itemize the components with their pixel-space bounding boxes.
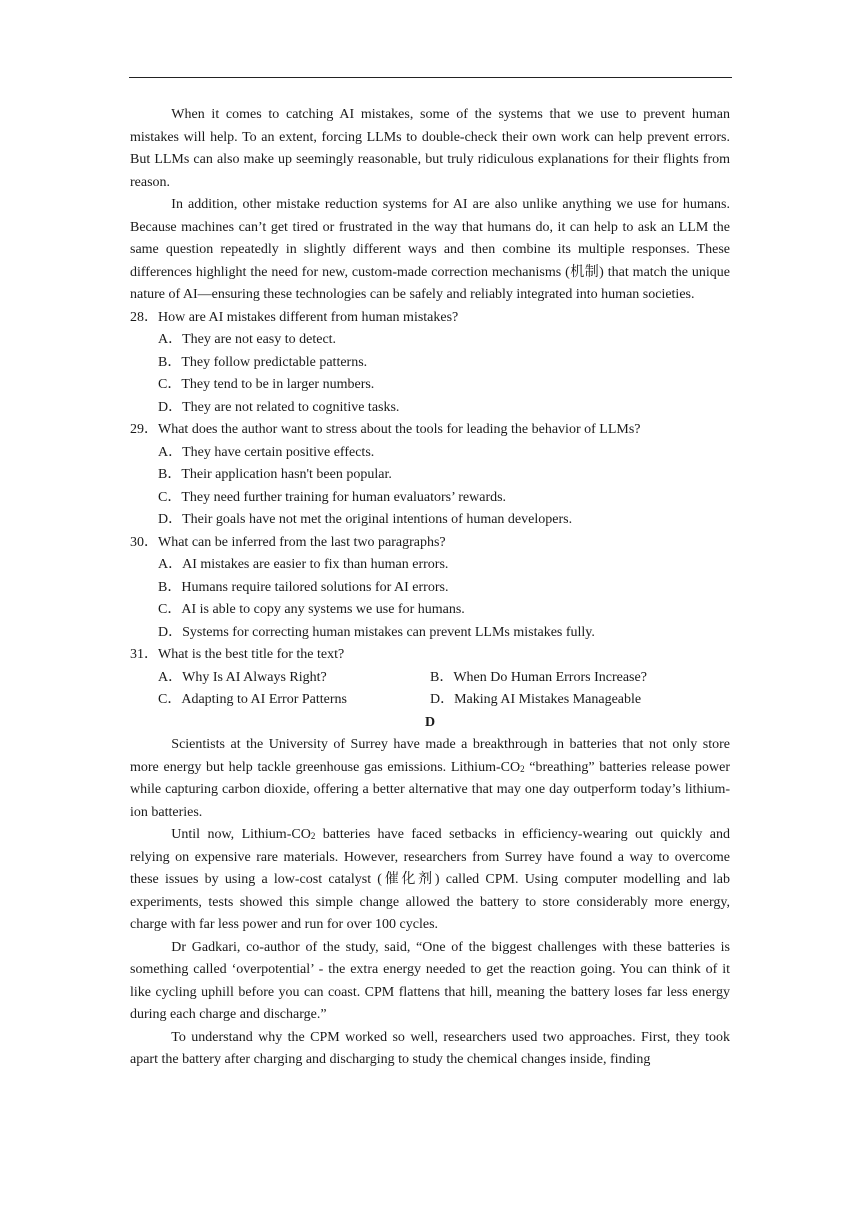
paragraph: When it comes to catching AI mistakes, some of the systems that we use to prevent human mistakes will help. To an extent, forcing LLMs to double-check their own work can help prevent errors. But LLMs can also make up seemingly reasonable, but truly ridiculous explanations for their flights from reason.: [130, 107, 730, 190]
answer-option: A．They are not easy to detect.: [158, 332, 337, 347]
answer-option: C．Adapting to AI Error Patterns: [158, 692, 347, 707]
paragraph: In addition, other mistake reduction systems for AI are also unlike anything we use for humans. Because machines can’t get tired or frustrated in the way that humans do, it can help to ask an LLM the same question repeatedly in slightly different ways and then combine its multiple responses. These differences highlight the need for new, custom-made correction mechanisms (机制) that match the unique nature of AI—ensuring these technologies can be safely and reliably integrated into human societies.: [130, 197, 730, 302]
question-stem: 31．What is the best title for the text?: [130, 647, 345, 662]
answer-option: B．When Do Human Errors Increase?: [430, 669, 647, 685]
header-rule: [129, 77, 732, 78]
answer-option: D．Systems for correcting human mistakes can prevent LLMs mistakes fully.: [158, 624, 595, 640]
answer-option: B．Their application hasn't been popular.: [158, 467, 392, 482]
answer-option: B．They follow predictable patterns.: [158, 354, 368, 370]
subscript: 2: [520, 763, 525, 774]
answer-option: D．Making AI Mistakes Manageable: [430, 692, 642, 707]
paragraph: Dr Gadkari, co-author of the study, said, “One of the biggest challenges with these batteries is something called ‘overpotential’ - the extra energy needed to get the reaction going. You can think of it like cycling uphill before you can coast. CPM flattens that hill, meaning the battery loses far less energy during each charge and discharge.”: [130, 939, 730, 1022]
paragraph: [130, 824, 730, 937]
answer-option: A．AI mistakes are easier to fix than human errors.: [158, 557, 449, 572]
question-stem: 28．How are AI mistakes different from human mistakes?: [130, 309, 459, 325]
document-body: [130, 104, 730, 1072]
answer-option: C．They need further training for human evaluators’ rewards.: [158, 489, 507, 505]
answer-option: C．AI is able to copy any systems we use for humans.: [158, 602, 465, 617]
answer-option: D．They are not related to cognitive tasks.: [158, 399, 400, 415]
text-run: Until now, Lithium-CO: [171, 827, 311, 842]
answer-option: B．Humans require tailored solutions for AI errors.: [158, 579, 449, 595]
subscript: 2: [310, 831, 316, 841]
section-heading: D: [424, 714, 436, 730]
question-stem: 30．What can be inferred from the last two paragraphs?: [130, 534, 446, 550]
question-stem: 29．What does the author want to stress about the tools for leading the behavior of LLMs?: [130, 422, 641, 437]
answer-options-row: [158, 689, 730, 712]
text-run: Scientists at the University of Surrey have made a breakthrough in batteries that not only store more energy but help tackle greenhouse gas emissions. Lithium-CO: [130, 737, 730, 775]
answer-option: D．Their goals have not met the original intentions of human developers.: [158, 512, 573, 527]
answer-option: A．Why Is AI Always Right?: [158, 669, 327, 685]
answer-options-row: [158, 667, 730, 690]
text-run: “breathing” batteries release power while capturing carbon dioxide, offering a better alternative that may one day outperform today’s lithium-ion batteries.: [130, 759, 730, 820]
paragraph: [130, 734, 730, 824]
text-run: batteries have faced setbacks in efficiency-wearing out quickly and relying on expensive rare materials. However, researchers from Surrey have found a way to overcome these issues by using a low-cost catalyst (催化剂) called CPM. Using computer modelling and lab experiments, tests showed this simple change allowed the battery to store considerably more energy, charge with far less power and run for over 100 cycles.: [130, 827, 730, 932]
answer-option: C．They tend to be in larger numbers.: [158, 377, 375, 392]
answer-option: A．They have certain positive effects.: [158, 444, 375, 460]
paragraph: To understand why the CPM worked so well, researchers used two approaches. First, they took apart the battery after charging and discharging to study the chemical changes inside, finding: [130, 1029, 730, 1067]
